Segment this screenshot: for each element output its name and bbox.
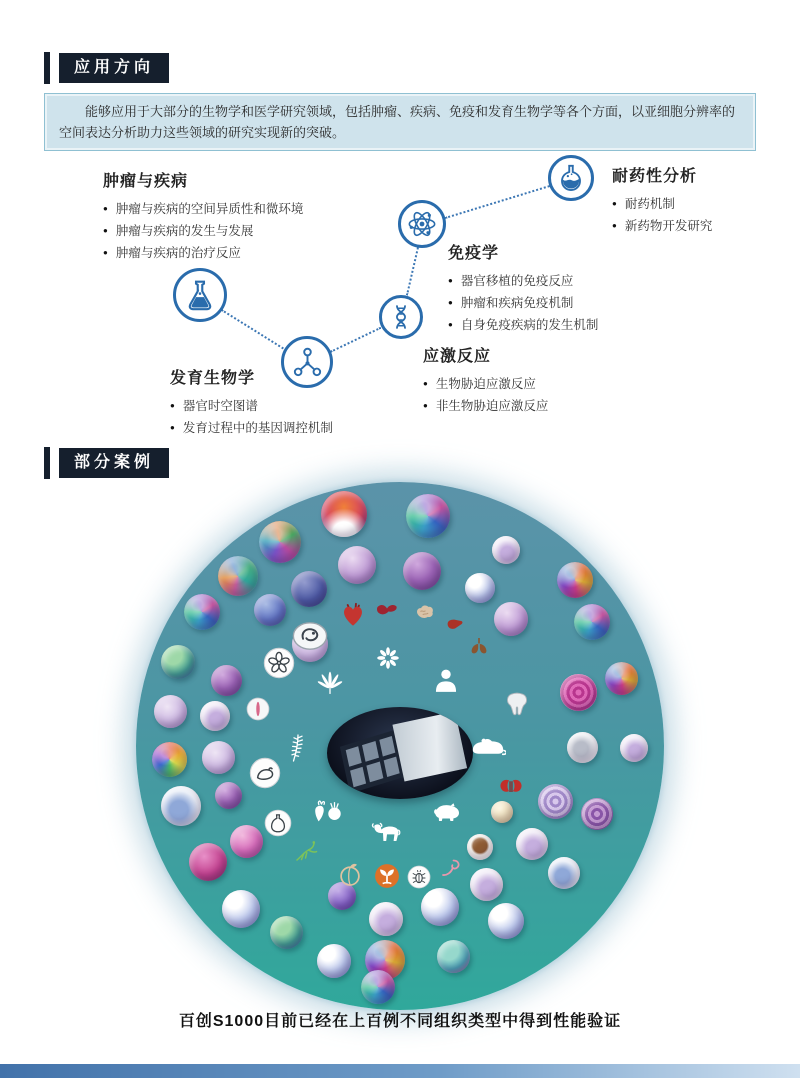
mouse-icon [470,729,506,765]
tissue-sample [202,741,235,774]
tissue-sample [488,903,524,939]
tissue-sample [230,825,263,858]
tissue-sample [317,944,351,978]
bullet-item: ● 自身免疫疾病的发生机制 [448,314,598,336]
veg-icon [312,795,342,825]
applications-description: 能够应用于大部分的生物学和医学研究领域，包括肿瘤、疾病、免疫和发育生物学等各个方面，以亚细胞分辨率的空间表达分析助力这些领域的研究实现新的突破。 [44,93,756,151]
topic-title: 应激反应 [423,348,492,365]
atom-icon [398,200,446,248]
dna-icon [379,295,423,339]
tissue-sample [574,604,610,640]
topic-bullet-list [423,373,548,417]
embryo-icon [292,618,328,654]
applications-section-header [44,52,169,84]
connector-line [406,247,419,295]
topic-title: 耐药性分析 [612,168,698,185]
tissue-sample [338,546,376,584]
tissue-sample [516,828,548,860]
snail-icon [439,857,461,879]
tissue-sample [361,970,395,1004]
tissue-sample [154,695,187,728]
topic-bullet-list [170,395,333,439]
tissue-sample [437,940,470,973]
muscle-icon [376,599,398,621]
bullet-item: ● 非生物胁迫应激反应 [423,395,548,417]
slit-icon [246,697,270,721]
tissue-sample [161,786,201,826]
liver-icon [446,615,464,633]
tissue-sample [567,732,598,763]
tissue-sample [215,782,242,809]
cases-section-header [44,447,169,479]
tissue-sample [200,701,230,731]
topic-title: 免疫学 [448,245,500,262]
mouse-doodle-icon [249,757,281,789]
cases-caption: 百创S1000目前已经在上百例不同组织类型中得到性能验证 [178,1013,622,1030]
vase-doodle-icon [264,809,292,837]
applications-diagram [0,155,800,445]
tissue-sample [321,491,367,537]
heart-icon [340,602,366,628]
tissue-sample [189,843,227,881]
connector-line [445,185,550,219]
tissue-sample [620,734,648,762]
fruit-icon [337,861,363,887]
tissue-sample [491,801,513,823]
tissue-sample [254,594,286,626]
mantis-icon [294,839,318,863]
tissue-sample [259,521,301,563]
tissue-sample [557,562,593,598]
tissue-sample [470,868,503,901]
organ-white-icon [504,691,530,717]
tissue-sample [403,552,441,590]
connector-line [221,309,284,349]
bullet-item: ● 新药物开发研究 [612,215,712,237]
round-flask-icon [548,155,594,201]
footer-accent-bar [0,1064,800,1078]
tissue-sample [560,674,597,711]
tissue-sample [406,494,450,538]
lungs-icon [469,636,489,656]
pig-icon [432,797,462,827]
tissue-sample [548,857,580,889]
bull-icon [371,817,401,847]
bullet-item: ● 肿瘤与疾病的治疗反应 [103,242,303,264]
tissue-sample [218,556,258,596]
topic-title: 发育生物学 [170,370,256,387]
tissue-sample [492,536,520,564]
cannabis-icon [317,669,343,695]
topic-bullet-list [103,198,303,264]
cases-circle [136,482,664,1010]
tissue-sample [152,742,187,777]
chip-slide [338,711,471,799]
topic-immunology [448,240,598,336]
tissue-sample [605,662,638,695]
daisy-icon [377,647,399,669]
bullet-item: ● 肿瘤和疾病免疫机制 [448,292,598,314]
tissue-sample [291,571,327,607]
tissue-sample [465,573,495,603]
person-icon [433,667,459,693]
tissue-sample [369,902,403,936]
section-accent-bar [44,447,50,479]
topic-drug-resistance [612,163,712,237]
topic-tumor-disease [103,168,303,264]
tissue-sample [161,645,195,679]
tissue-sample [538,784,573,819]
bullet-item: ● 肿瘤与疾病的发生与发展 [103,220,303,242]
bullet-item: ● 器官移植的免疫反应 [448,270,598,292]
tissue-sample [494,602,528,636]
s1000-chip-photo [327,707,473,799]
tissue-sample [184,594,220,630]
topic-stress-response [423,343,548,417]
topic-bullet-list [612,193,712,237]
tissue-sample [421,888,459,926]
sprout-icon [374,863,400,889]
section-accent-bar [44,52,50,84]
bullet-item: ● 器官时空图谱 [170,395,333,417]
fern-icon [283,734,311,762]
bullet-item: ● 肿瘤与疾病的空间异质性和微环境 [103,198,303,220]
cases-section-title: 部分案例 [59,448,169,477]
flower-doodle-icon [263,647,295,679]
bullet-item: ● 发育过程中的基因调控机制 [170,417,333,439]
chip-glass-slide [392,711,467,781]
topic-developmental-biology [170,365,333,439]
tissue-sample [467,834,493,860]
brain-icon [415,602,435,622]
applications-section-title: 应用方向 [59,53,169,82]
tissue-sample [222,890,260,928]
beetle-doodle-icon [407,865,431,889]
tissue-sample [270,916,303,949]
erlenmeyer-flask-icon [173,268,227,322]
kidneys-icon [499,774,523,798]
topic-bullet-list [448,270,598,336]
topic-title: 肿瘤与疾病 [103,173,189,190]
connector-line [330,327,381,353]
bullet-item: ● 耐药机制 [612,193,712,215]
tissue-sample [211,665,242,696]
bullet-item: ● 生物胁迫应激反应 [423,373,548,395]
tissue-sample [581,798,613,830]
